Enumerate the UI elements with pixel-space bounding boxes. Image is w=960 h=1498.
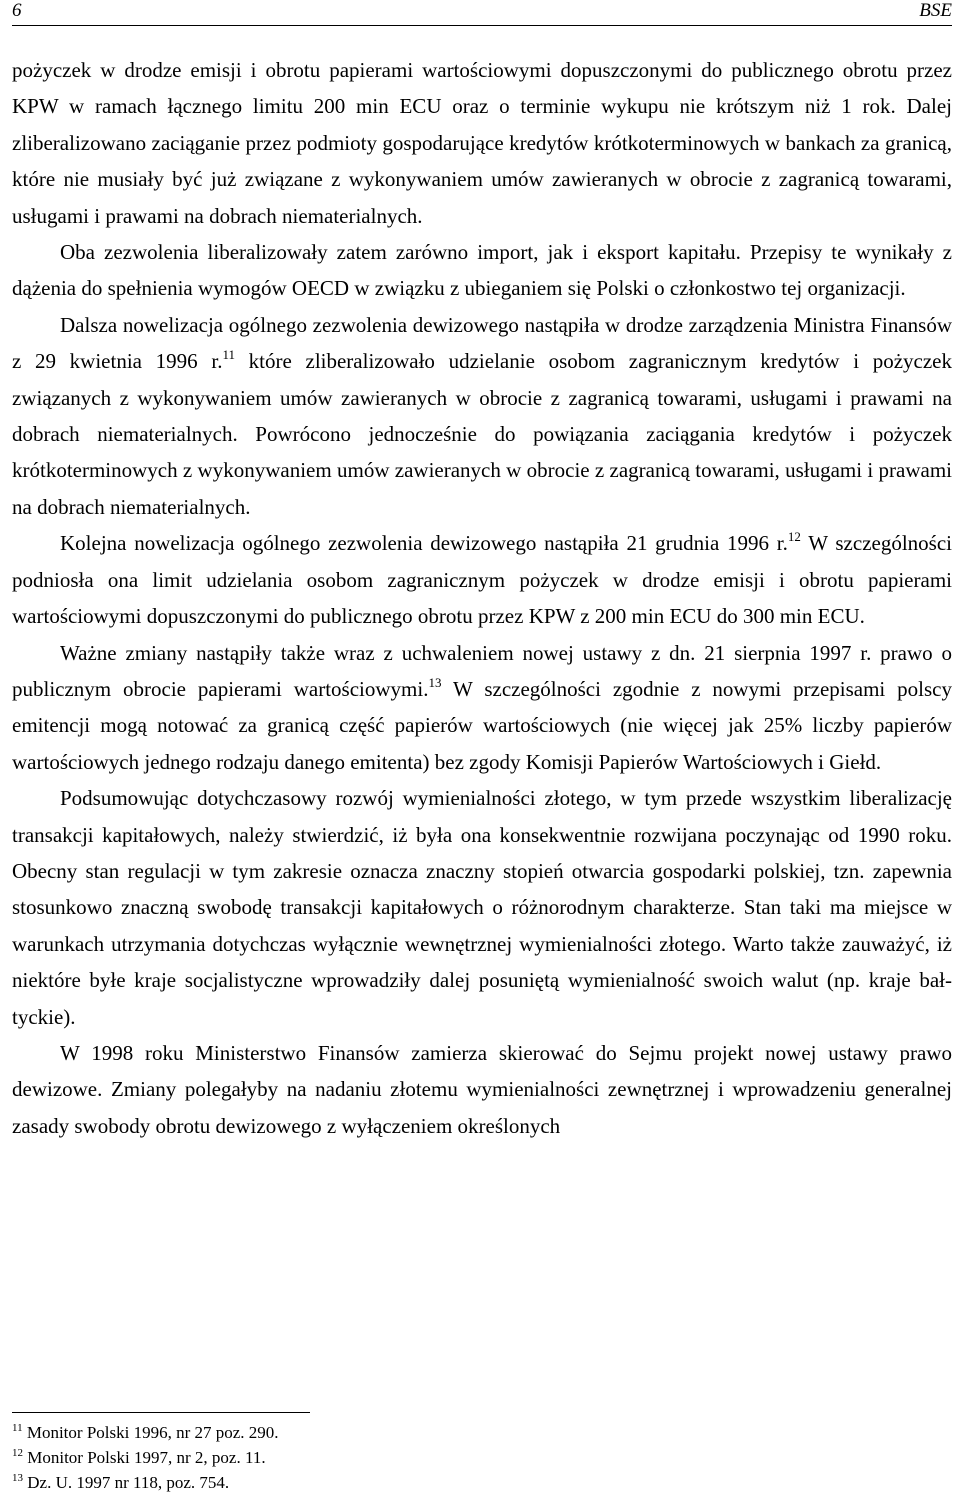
- paragraph: [12, 635, 952, 781]
- document-page: [12, 0, 952, 1498]
- page-number: 6: [12, 0, 22, 21]
- footnote-reference: 11: [222, 347, 235, 363]
- journal-abbreviation: BSE: [919, 0, 952, 21]
- paragraph: Oba zezwolenia liberalizowały zatem zarówno import, jak i eksport kapitału. Przepisy te wynikały z dążenia do spełnienia wymogów OECD w związku z ubieganiem się Polski o członkostwo tej organizacji.: [12, 240, 952, 301]
- paragraph-text: Ważne zmiany nastąpiły także wraz z uchwaleniem nowej ustawy z dn. 21 sierpnia 1997 r. prawo o publicznym obrocie papierami wartościowymi.: [12, 640, 952, 701]
- paragraph: W 1998 roku Ministerstwo Finansów zamierza skierować do Sejmu projekt nowej ustawy prawo dewizowe. Zmiany polegałyby na nadaniu złotemu wymienialności zewnętrznej i wprowadzeniu generalnej zasady swobody obrotu dewizowego z wyłączeniem określonych: [12, 1040, 952, 1138]
- paragraph: [12, 307, 952, 525]
- paragraph: Podsumowując dotychczasowy rozwój wymienialności złotego, w tym przede wszystkim liberalizację transakcji kapitałowych, należy stwierdzić, iż była ona konsekwentnie rozwijana poczynając od 1990 roku. Obecny stan regulacji w tym zakresie oznacza znaczny stopień otwarcia gospodarki polskiej, tzn. zapewnia stosunkowo znaczną swobodę transakcji kapitałowych o różnorodnym charakterze. Stan taki ma miejsce w warunkach utrzymania dotychczas wyłącznie wewnętrznej wymienialności złotego. Warto także zauważyć, iż niektóre byłe kraje socjalistyczne wprowadziły dalej posuniętą wymienialność swoich walut (np. kraje bałtyckie).: [12, 786, 952, 1029]
- footnote-text: Dz. U. 1997 nr 118, poz. 754.: [27, 1473, 230, 1492]
- footnote-number: 11: [12, 1422, 23, 1434]
- footnotes: [12, 1420, 952, 1495]
- footnote: [12, 1445, 952, 1470]
- footnote: [12, 1470, 952, 1495]
- footnote-number: 13: [12, 1472, 23, 1484]
- footnote: [12, 1420, 952, 1445]
- paragraph-continued: pożyczek w drodze emisji i obrotu papierami wartościowymi dopuszczonymi do publicznego obrotu przez KPW w ramach łącznego limitu 200 min ECU oraz o terminie wykupu nie krótszym niż 1 rok. Dalej zliberalizowano zaciąganie przez podmioty gospodarujące kredytów krótkoterminowych w bankach za granicą, które nie musiały być już związane z wykonywaniem umów zawieranych w obrocie z zagranicą towarami, usługami i prawami na dobrach niematerialnych.: [12, 58, 952, 228]
- paragraph-text: Kolejna nowelizacja ogólnego zezwolenia dewizowego nastąpiła 21 grudnia 1996 r.: [60, 531, 788, 556]
- footnote-reference: 13: [428, 674, 442, 690]
- running-header: [12, 0, 952, 26]
- paragraph-text: W szczególności podniosła ona limit udzielania osobom zagranicznym pożyczek w drodze emisji i obrotu papierami wartościowymi dopuszczonymi do publicznego obrotu przez KPW z 200 min ECU do 300 min ECU.: [12, 531, 953, 629]
- paragraph: [12, 525, 952, 634]
- body-text: [12, 52, 952, 1144]
- footnote-text: Monitor Polski 1997, nr 2, poz. 11.: [27, 1448, 266, 1467]
- footnote-separator: [12, 1412, 310, 1413]
- paragraph-text: Dalsza nowelizacja ogólnego zezwolenia dewizowego nastąpiła w drodze zarządzenia Ministra Finansów z 29 kwietnia 1996 r.: [12, 312, 952, 374]
- paragraph-text: które zliberalizowało udzielanie osobom zagranicznym kredytów i pożyczek związanych z wykonywaniem umów zawieranych w obrocie z zagranicą towarami, usługami i prawami na dobrach niematerialnych. Powrócono jednocześnie do powiązania zaciągania kredytów i pożyczek krótkoterminowych z wykonywaniem umów zawieranych w obrocie z zagranicą towarami, usługami i prawami na dobrach niematerialnych.: [12, 349, 953, 519]
- footnote-reference: 12: [787, 529, 801, 545]
- footnote-text: Monitor Polski 1996, nr 27 poz. 290.: [26, 1423, 279, 1442]
- paragraph-text: W szczególności zgodnie z nowymi przepisami polscy emitencji mogą notować za granicą część papierów wartościowych (nie więcej jak 25% liczby papierów wartościowych jednego rodzaju danego emitenta) bez zgody Komisji Papierów Wartościowych i Giełd.: [12, 676, 952, 774]
- footnote-number: 12: [12, 1447, 23, 1459]
